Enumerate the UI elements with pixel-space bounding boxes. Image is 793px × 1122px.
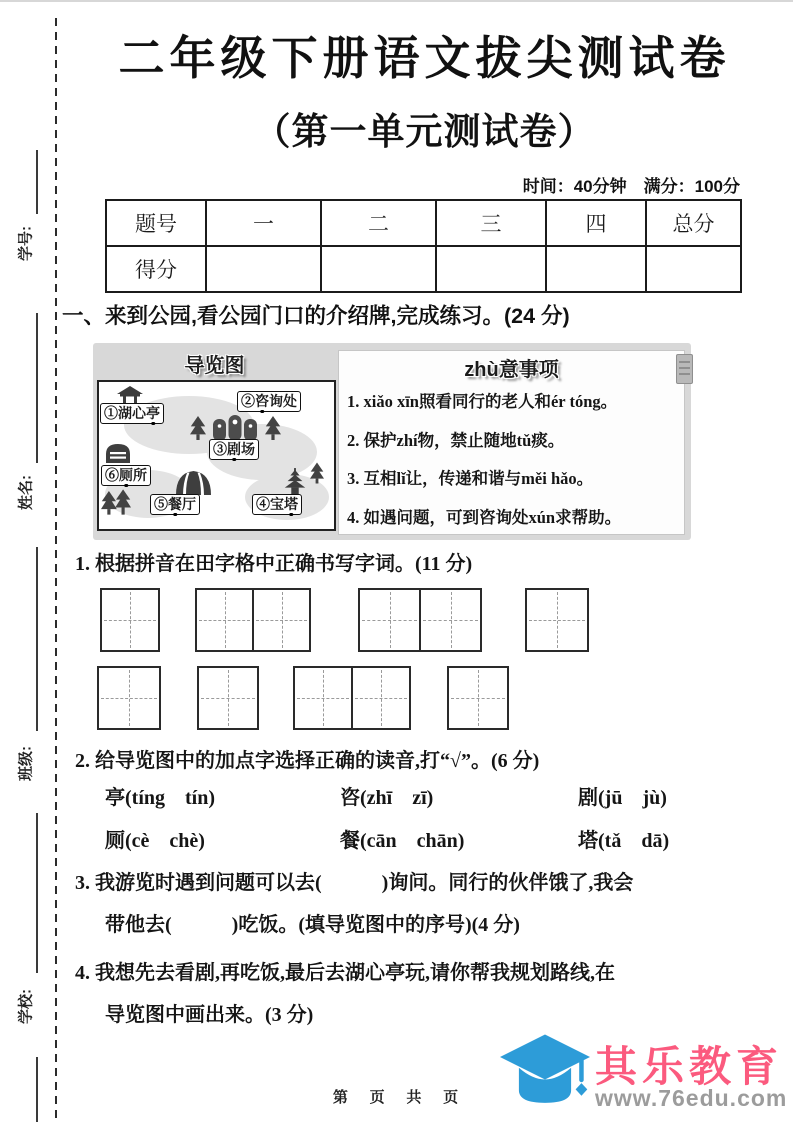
question-3-line-2: 带他去( )吃饭。(填导览图中的序号)(4 分): [105, 914, 520, 936]
score-header-cell: 四: [546, 200, 646, 246]
score-cell-empty[interactable]: [321, 246, 436, 292]
notice-item: 1. xiǎo xīn照看同行的老人和ér tóng。: [347, 392, 618, 412]
tianzige-cell[interactable]: [99, 668, 159, 728]
publisher-logo: [500, 1032, 793, 1118]
pavilion-icon: [117, 386, 143, 404]
page-top-edge-line: [0, 0, 793, 2]
q2-option-ta: 塔(tǎ dā): [578, 830, 670, 852]
theater-icon: [211, 413, 259, 441]
q2-option-ting: 亭(tíng tín): [105, 787, 215, 809]
tree-icon: [101, 488, 131, 516]
map-label-restaurant: ⑤餐厅: [150, 494, 200, 515]
q2-option-can: 餐(cān chān): [340, 830, 465, 852]
notice-item: 3. 互相lǐ让，传递和谐与měi hǎo。: [347, 469, 594, 489]
pagoda-icon: [282, 468, 308, 496]
tianzige-cell[interactable]: [449, 668, 507, 728]
notice-panel: [338, 350, 685, 535]
map-label-lakeside-pavilion: ①湖心亭: [100, 403, 164, 424]
logo-website-url: www.76edu.com: [595, 1085, 788, 1111]
tianzige-cell[interactable]: [295, 668, 351, 728]
notice-item: 2. 保护zhí物，禁止随地tǔ痰。: [347, 430, 565, 450]
page-footer: 第 页 共 页: [332, 1090, 468, 1106]
map-panel-title: 导览图: [184, 355, 245, 377]
margin-fill-line: [36, 1057, 38, 1122]
tree-icon: [190, 415, 206, 441]
tianzige-cell[interactable]: [197, 590, 252, 650]
margin-field-student-id: 学号:: [17, 226, 35, 261]
question-4-line-2: 导览图中画出来。(3 分): [105, 1004, 314, 1026]
time-and-score-meta: 时间：40分钟 满分：100分: [522, 177, 740, 196]
score-cell-empty[interactable]: [206, 246, 321, 292]
question-2-text: 2. 给导览图中的加点字选择正确的读音,打“√”。(6 分): [75, 750, 540, 772]
paper-title: 二年级下册语文拔尖测试卷: [118, 32, 731, 84]
score-header-cell: 二: [321, 200, 436, 246]
margin-fill-line: [36, 150, 38, 214]
notice-list: [347, 381, 680, 535]
score-header-cell: 三: [436, 200, 546, 246]
q2-option-ju: 剧(jū jù): [578, 787, 667, 809]
score-cell-empty[interactable]: [646, 246, 741, 292]
score-cell-empty[interactable]: [436, 246, 546, 292]
margin-fill-line: [36, 813, 38, 973]
restaurant-dome-icon: [176, 471, 211, 495]
tianzige-grid[interactable]: [525, 588, 589, 652]
q2-option-zi: 咨(zhī zī): [340, 787, 434, 809]
score-header-cell: 一: [206, 200, 321, 246]
score-table: [105, 199, 742, 293]
margin-field-school: 学校:: [17, 989, 35, 1024]
tianzige-cell[interactable]: [252, 590, 309, 650]
tree-icon: [310, 462, 324, 484]
tianzige-cell[interactable]: [199, 668, 257, 728]
graduation-cap-icon: [500, 1034, 590, 1116]
score-table-header-row: [106, 200, 741, 246]
margin-field-class: 班级:: [17, 746, 35, 781]
question-1-text: 1. 根据拼音在田字格中正确书写字词。(11 分): [75, 553, 473, 575]
score-table-score-row: [106, 246, 741, 292]
map-label-toilet: ⑥厕所: [101, 465, 151, 486]
notice-item: 4. 如遇问题，可到咨询处xún求帮助。: [347, 507, 622, 527]
map-label-information-desk: ②咨询处: [237, 391, 301, 412]
paper-subtitle: （第一单元测试卷）: [253, 111, 596, 152]
paper-clip-icon: [676, 354, 693, 384]
logo-brand-name: 其乐教育: [595, 1043, 784, 1090]
section-one-heading: 一、来到公园,看公园门口的介绍牌,完成练习。(24 分): [62, 304, 570, 328]
park-map: [97, 380, 336, 531]
margin-field-name: 姓名:: [17, 475, 35, 510]
score-cell-empty[interactable]: [546, 246, 646, 292]
tianzige-grid[interactable]: [197, 666, 259, 730]
tianzige-grid[interactable]: [293, 666, 411, 730]
q2-option-ce: 厕(cè chè): [105, 830, 205, 852]
tianzige-cell[interactable]: [102, 590, 158, 650]
question-4-line-1: 4. 我想先去看剧,再吃饭,最后去湖心亭玩,请你帮我规划路线,在: [75, 962, 615, 984]
tianzige-grid[interactable]: [100, 588, 160, 652]
tianzige-cell[interactable]: [351, 668, 409, 728]
park-figure: [93, 343, 691, 540]
tianzige-grid[interactable]: [97, 666, 161, 730]
score-header-cell: 题号: [106, 200, 206, 246]
map-label-pagoda: ④宝塔: [252, 494, 302, 515]
question-3-line-1: 3. 我游览时遇到问题可以去( )询问。同行的伙伴饿了,我会: [75, 872, 634, 894]
margin-fill-line: [36, 547, 38, 731]
toilet-icon: [106, 444, 130, 463]
score-row-label: 得分: [106, 246, 206, 292]
tree-icon: [265, 415, 281, 441]
tianzige-grid[interactable]: [447, 666, 509, 730]
tianzige-grid[interactable]: [358, 588, 482, 652]
notice-panel-title: zhù意事项: [464, 359, 559, 381]
tianzige-cell[interactable]: [360, 590, 419, 650]
tianzige-grid[interactable]: [195, 588, 311, 652]
map-label-theater: ③剧场: [209, 439, 259, 460]
tianzige-cell[interactable]: [527, 590, 587, 650]
score-header-cell: 总分: [646, 200, 741, 246]
margin-fill-line: [36, 313, 38, 463]
tianzige-cell[interactable]: [419, 590, 480, 650]
